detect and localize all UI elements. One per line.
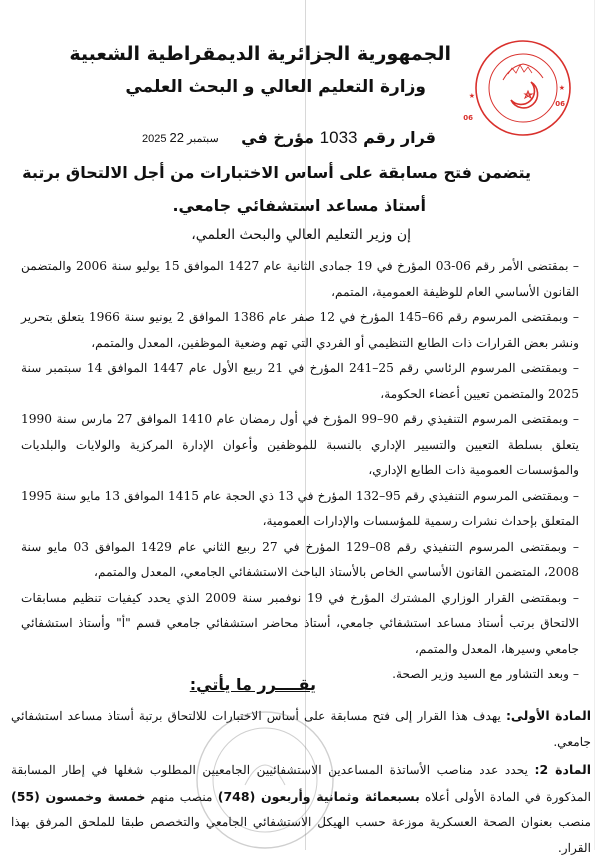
recital-item: – وبمقتضى المرسوم رقم 66–145 المؤرخ في 12 صفر عام 1386 الموافق 2 يونيو سنة 1966 يتعلق بتحرير ونشر بعض القرارات ذات الطابع التنظيمي أو الفردي التي تهم وضعية الموظفين، المعدل والمتمم، — [21, 310, 579, 350]
article-2-military-count: خمسة وخمسون (55) — [11, 788, 146, 804]
decision-prefix: قرار رقم — [363, 128, 436, 147]
recitals — [21, 254, 579, 688]
date-year: 2025 — [142, 133, 167, 145]
recital-item: – وبمقتضى القرار الوزاري المشترك المؤرخ في 19 نوفمبر سنة 2009 الذي يحدد كيفيات تنظيم مسابقات الالتحاق برتب أستاذ مساعد استشفائي جامعي، أستاذ محاضر استشفائي جامعي قسم "أ" وأستاذ استشفائي جامعي وسيرها، المعدل والمتمم، — [21, 590, 579, 656]
date-day: 22 — [169, 130, 185, 145]
svg-text:★: ★ — [558, 84, 565, 92]
article-1-label: المادة الأولى: — [505, 708, 591, 723]
article-2-text-b: منصب منهم — [145, 789, 218, 804]
svg-text:06: 06 — [555, 100, 565, 108]
article-2-text-c: منصب بعنوان الصحة العسكرية موزعة حسب الهيكل الاستشفائي الجامعي والتخصص طبقا للملحق المرفق بهذا القرار. — [11, 815, 591, 855]
article-2-label: المادة 2: — [534, 762, 592, 777]
page-edge — [594, 0, 595, 850]
subject-line-2: أستاذ مساعد استشفائي جامعي. — [172, 196, 426, 215]
svg-text:06: 06 — [463, 114, 473, 122]
subject-line-1: يتضمن فتح مسابقة على أساس الاختبارات من أجل الالتحاق برتبة — [22, 163, 531, 182]
decision-line — [241, 128, 436, 148]
decrees-heading: يقــــرر ما يأتي: — [189, 675, 316, 694]
date-month: سبتمبر — [187, 133, 219, 145]
recital-item: – وبمقتضى المرسوم الرئاسي رقم 25–241 المؤرخ في 21 ربيع الأول عام 1447 الموافق 14 سبتمبر سنة 2025 والمتضمن تعيين أعضاء الحكومة، — [21, 361, 580, 401]
recital-item: – وبمقتضى المرسوم التنفيذي رقم 95–132 المؤرخ في 13 ذي الحجة عام 1415 الموافق 13 مايو سنة 1995 المتعلق بإحداث نشرات رسمية للمؤسسات والإدارات العمومية، — [21, 488, 579, 528]
recital-item: – وبمقتضى المرسوم التنفيذي رقم 08–129 المؤرخ في 27 ربيع الثاني عام 1429 الموافق 03 مايو سنة 2008، المتضمن القانون الأساسي الخاص بالأستاذ الباحث الاستشفائي الجامعي، المعدل والمتمم، — [21, 539, 579, 579]
ministry-title: وزارة التعليم العالي و البحث العلمي — [125, 77, 426, 97]
republic-title: الجمهورية الجزائرية الديمقراطية الشعبية — [69, 43, 451, 65]
recital-item: – بمقتضى الأمر رقم 06-03 المؤرخ في 19 جمادى الثانية عام 1427 الموافق 15 يوليو سنة 2006 والمتضمن القانون الأساسي العام للوظيفة العمومية، المتمم، — [21, 259, 579, 299]
official-seal-icon — [453, 38, 593, 138]
article-2-text-a: يحدد عدد مناصب الأساتذة المساعدين الاستشفائيين الجامعيين المطلوب شغلها في إطار المسابقة المذكورة في المادة الأولى أعلاه — [11, 763, 591, 804]
recital-item: – وبمقتضى المرسوم التنفيذي رقم 90–99 المؤرخ في أول رمضان عام 1410 الموافق 27 مارس سنة 1990 يتعلق بسلطة التعيين والتسيير الإداري بالنسبة للموظفين وأعوان الإدارة المركزية والولايات والبلديات والمؤسسات العمومية ذات الطابع الإداري، — [21, 412, 579, 477]
article-2-post-count: بسبعمائة وثمانية وأربعون (748) — [217, 788, 420, 804]
ministry-stamp-icon — [185, 705, 345, 855]
article-1-text: يهدف هذا القرار إلى فتح مسابقة على أساس الاختبارات للالتحاق برتبة أستاذ مساعد استشفائي جامعي. — [11, 709, 591, 749]
decision-number: 1033 — [319, 128, 358, 147]
minister-intro: إن وزير التعليم العالي والبحث العلمي، — [191, 227, 411, 243]
recital-item: – وبعد التشاور مع السيد وزير الصحة. — [392, 667, 579, 681]
decision-date — [142, 130, 219, 145]
decision-suffix: مؤرخ في — [241, 128, 315, 147]
svg-text:★: ★ — [468, 92, 475, 100]
